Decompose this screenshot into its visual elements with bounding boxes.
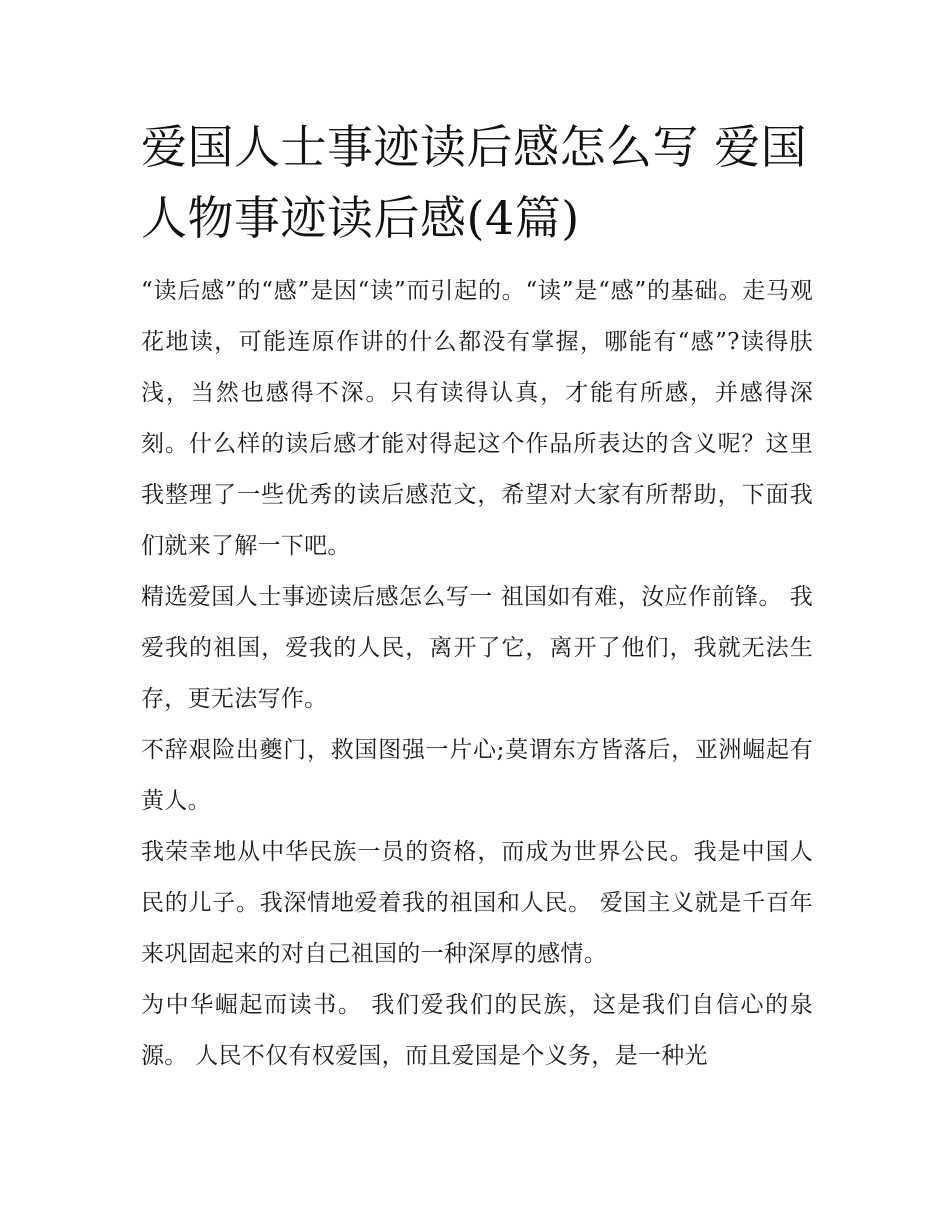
- document-body: [141, 266, 813, 1082]
- document-title: 爱国人士事迹读后感怎么写 爱国人物事迹读后感(4篇): [141, 120, 808, 245]
- body-paragraph: 不辞艰险出夔门，救国图强一片心;莫谓东方皆落后，亚洲崛起有黄人。: [141, 737, 813, 814]
- body-paragraph: 我荣幸地从中华民族一员的资格，而成为世界公民。我是中国人民的儿子。我深情地爱着我的祖国和人民。 爱国主义就是千百年来巩固起来的对自己祖国的一种深厚的感情。: [141, 839, 813, 967]
- body-paragraph: 为中华崛起而读书。 我们爱我们的民族，这是我们自信心的泉源。 人民不仅有权爱国，而且爱国是个义务，是一种光: [141, 992, 813, 1069]
- body-paragraph: 精选爱国人士事迹读后感怎么写一 祖国如有难，汝应作前锋。 我爱我的祖国，爱我的人民，离开了它，离开了他们，我就无法生存，更无法写作。: [141, 584, 813, 712]
- document-content: [141, 112, 813, 1082]
- intro-paragraph: “读后感”的“感”是因“读”而引起的。“读”是“感”的基础。走马观花地读，可能连原作讲的什么都没有掌握，哪能有“感”?读得肤浅，当然也感得不深。只有读得认真，才能有所感，并感得深刻。什么样的读后感才能对得起这个作品所表达的含义呢？这里我整理了一些优秀的读后感范文，希望对大家有所帮助，下面我们就来了解一下吧。: [141, 278, 813, 559]
